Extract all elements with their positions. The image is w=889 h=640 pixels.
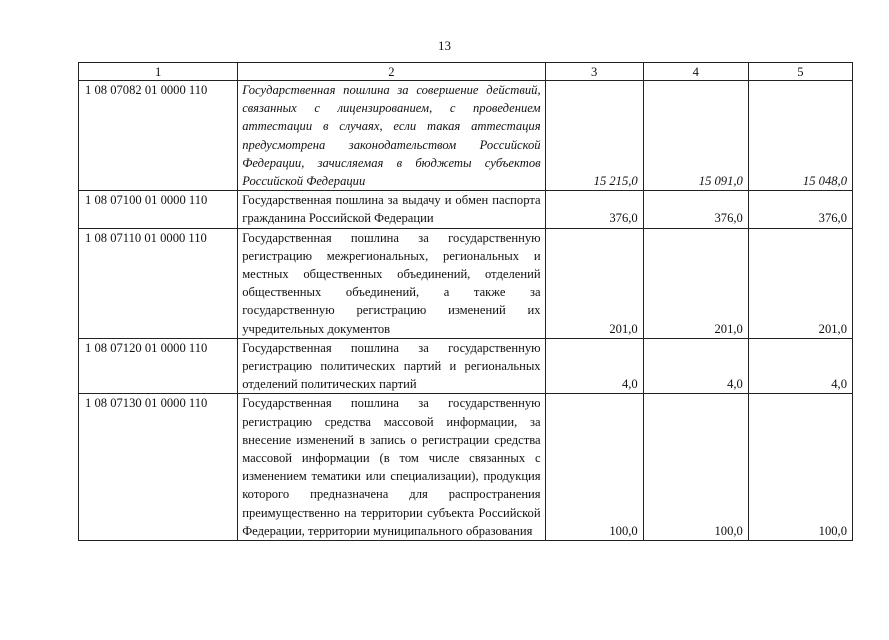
budget-code-cell: 1 08 07130 01 0000 110 xyxy=(79,394,238,541)
column-header: 5 xyxy=(748,63,852,81)
table-row xyxy=(79,394,853,541)
value-col3-cell: 15 215,0 xyxy=(545,81,643,191)
value-col5-cell: 4,0 xyxy=(748,338,852,394)
revenue-name-cell: Государственная пошлина за выдачу и обмен паспорта гражданина Российской Федерации xyxy=(238,191,545,228)
column-header: 1 xyxy=(79,63,238,81)
column-header: 4 xyxy=(643,63,748,81)
revenue-name-cell: Государственная пошлина за совершение действий, связанных с лицензированием, с проведением аттестации в случаях, если такая аттестация предусмотрена законодательством Российской Федерации, зачисляемая в бюджеты субъектов Российской Федерации xyxy=(238,81,545,191)
value-col4-cell: 376,0 xyxy=(643,191,748,228)
table-row xyxy=(79,338,853,394)
budget-code-cell: 1 08 07100 01 0000 110 xyxy=(79,191,238,228)
table-row xyxy=(79,228,853,338)
value-col3-cell: 100,0 xyxy=(545,394,643,541)
value-col3-cell: 4,0 xyxy=(545,338,643,394)
budget-code-cell: 1 08 07120 01 0000 110 xyxy=(79,338,238,394)
page-number: 13 xyxy=(438,38,451,53)
value-col5-cell: 376,0 xyxy=(748,191,852,228)
revenue-name-cell: Государственная пошлина за государственную регистрацию политических партий и региональных отделений политических партий xyxy=(238,338,545,394)
column-header: 3 xyxy=(545,63,643,81)
table-row xyxy=(79,191,853,228)
value-col4-cell: 4,0 xyxy=(643,338,748,394)
value-col5-cell: 100,0 xyxy=(748,394,852,541)
value-col5-cell: 201,0 xyxy=(748,228,852,338)
budget-code-cell: 1 08 07110 01 0000 110 xyxy=(79,228,238,338)
budget-revenue-table xyxy=(78,62,853,541)
revenue-name-cell: Государственная пошлина за государственную регистрацию межрегиональных, региональных и местных общественных объединений, отделений общественных объединений, а также за государственную регистрацию изменений их учредительных документов xyxy=(238,228,545,338)
revenue-name-cell: Государственная пошлина за государственную регистрацию средства массовой информации, за внесение изменений в запись о регистрации средства массовой информации (в том числе связанных с изменением тематики или специализации), продукция которого предназначена для распространения преимущественно на территории субъекта Российской Федерации, территории муниципального образования xyxy=(238,394,545,541)
budget-code-cell: 1 08 07082 01 0000 110 xyxy=(79,81,238,191)
value-col4-cell: 100,0 xyxy=(643,394,748,541)
value-col3-cell: 201,0 xyxy=(545,228,643,338)
value-col4-cell: 201,0 xyxy=(643,228,748,338)
value-col3-cell: 376,0 xyxy=(545,191,643,228)
table-row xyxy=(79,81,853,191)
column-header: 2 xyxy=(238,63,545,81)
table-header-row xyxy=(79,63,853,81)
value-col5-cell: 15 048,0 xyxy=(748,81,852,191)
value-col4-cell: 15 091,0 xyxy=(643,81,748,191)
